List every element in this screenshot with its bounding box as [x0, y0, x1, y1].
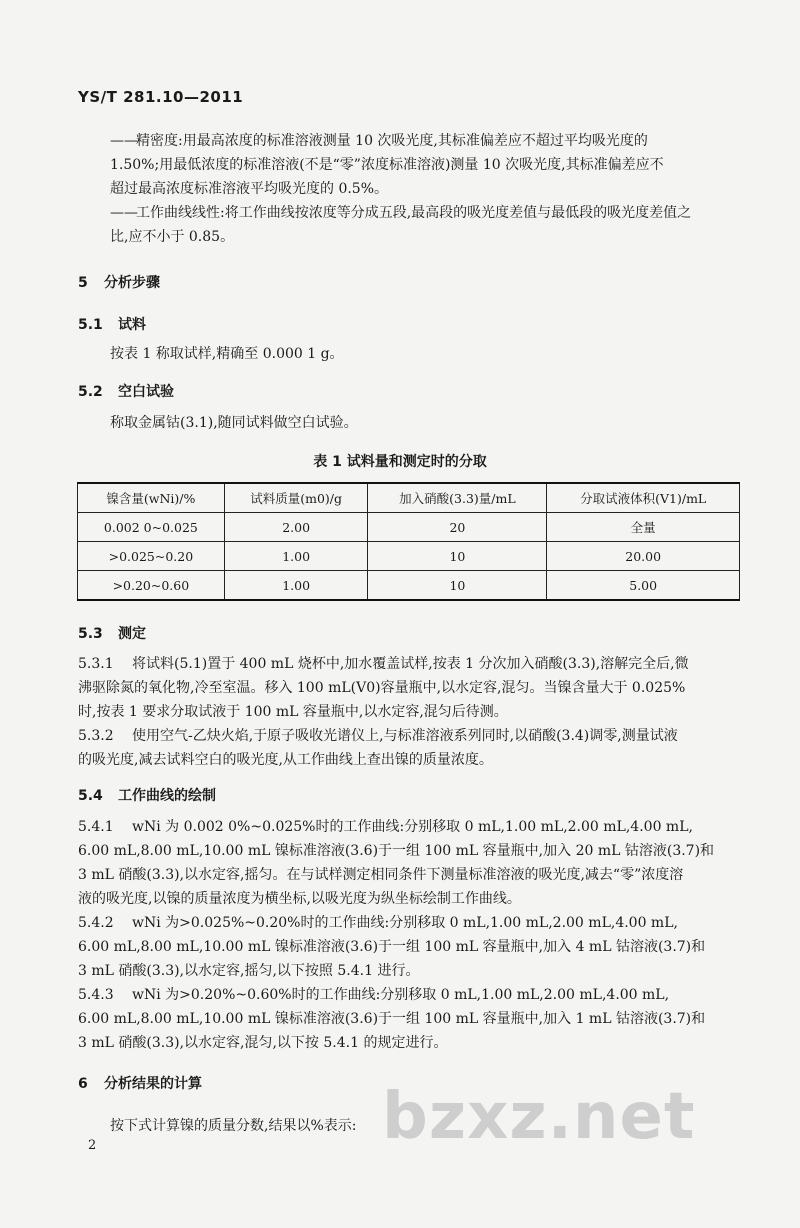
section-5-3-1-number: 5.3.1: [78, 656, 114, 672]
section-6-title: 分析结果的计算: [104, 1076, 202, 1092]
section-5-2-body: 称取金属钴(3.1),随同试料做空白试验。: [110, 415, 358, 431]
section-5-4-3-number: 5.4.3: [78, 987, 114, 1003]
table-1-title: 表 1 试料量和测定时的分取: [313, 454, 487, 470]
section-5-4-2-line-1: [78, 913, 678, 934]
section-5-3-1-line-2: 沸驱除氮的氧化物,冷至室温。移入 100 mL(V0)容量瓶中,以水定容,混匀。当镍含量大于 0.025%: [78, 680, 686, 696]
table-cell: 20: [368, 513, 547, 542]
section-5-4-number: 5.4: [78, 788, 103, 804]
section-5-4-1-line-2: 6.00 mL,8.00 mL,10.00 mL 镍标准溶液(3.6)于一组 100 mL 容量瓶中,加入 20 mL 钴溶液(3.7)和: [78, 843, 715, 859]
table-cell: 10: [368, 542, 547, 571]
section-5-4-3-line-1: [78, 985, 669, 1006]
table-cell: 全量: [547, 513, 740, 542]
section-5-4-heading: [78, 785, 216, 805]
table-cell: 5.00: [547, 571, 740, 601]
section-5-2-number: 5.2: [78, 384, 103, 400]
section-5-4-1-number: 5.4.1: [78, 819, 114, 835]
linearity-line-1: 工作曲线线性:将工作曲线按浓度等分成五段,最高段的吸光度差值与最低段的吸光度差值之: [136, 205, 692, 221]
section-5-4-1-text: wNi 为 0.002 0%~0.025%时的工作曲线:分别移取 0 mL,1.00 mL,2.00 mL,4.00 mL,: [132, 819, 693, 835]
precision-line-1: 精密度:用最高浓度的标准溶液测量 10 次吸光度,其标准偏差应不超过平均吸光度的: [136, 133, 648, 149]
precision-line-3: 超过最高浓度标准溶液平均吸光度的 0.5%。: [110, 181, 389, 197]
table-cell: 0.002 0~0.025: [78, 513, 225, 542]
standard-header: YS/T 281.10—2011: [78, 88, 244, 106]
section-5-4-title: 工作曲线的绘制: [118, 788, 216, 804]
section-5-4-1-line-3: 3 mL 硝酸(3.3),以水定容,摇匀。在与试样测定相同条件下测量标准溶液的吸光度,减去“零”浓度溶: [78, 867, 684, 883]
table-cell: 1.00: [224, 542, 368, 571]
table-cell: 1.00: [224, 571, 368, 601]
table-cell: 20.00: [547, 542, 740, 571]
section-5-1-number: 5.1: [78, 317, 103, 333]
section-5-3-1-text: 将试料(5.1)置于 400 mL 烧杯中,加水覆盖试样,按表 1 分次加入硝酸(3.3),溶解完全后,微: [132, 656, 689, 672]
section-5-4-2-line-2: 6.00 mL,8.00 mL,10.00 mL 镍标准溶液(3.6)于一组 100 mL 容量瓶中,加入 4 mL 钴溶液(3.7)和: [78, 939, 706, 955]
table-cell: 2.00: [224, 513, 368, 542]
section-5-4-3-line-2: 6.00 mL,8.00 mL,10.00 mL 镍标准溶液(3.6)于一组 100 mL 容量瓶中,加入 1 mL 钴溶液(3.7)和: [78, 1011, 706, 1027]
section-5-1-body: 按表 1 称取试样,精确至 0.000 1 g。: [110, 346, 344, 362]
section-5-title: 分析步骤: [104, 275, 160, 291]
section-5-4-2-text: wNi 为>0.025%~0.20%时的工作曲线:分别移取 0 mL,1.00 mL,2.00 mL,4.00 mL,: [132, 915, 678, 931]
table-header-cell: 分取试液体积(V1)/mL: [547, 483, 740, 513]
section-5-2-heading: [78, 381, 174, 401]
section-5-4-2-line-3: 3 mL 硝酸(3.3),以水定容,摇匀,以下按照 5.4.1 进行。: [78, 963, 420, 979]
section-6-number: 6: [78, 1076, 88, 1092]
section-5-3-number: 5.3: [78, 626, 103, 642]
section-5-2-title: 空白试验: [118, 384, 174, 400]
section-5-1-heading: [78, 314, 146, 334]
section-5-4-2-number: 5.4.2: [78, 915, 114, 931]
section-5-4-3-text: wNi 为>0.20%~0.60%时的工作曲线:分别移取 0 mL,1.00 mL,2.00 mL,4.00 mL,: [132, 987, 670, 1003]
section-5-4-1-line-4: 液的吸光度,以镍的质量浓度为横坐标,以吸光度为纵坐标绘制工作曲线。: [78, 891, 521, 907]
linearity-dash: ——: [110, 205, 138, 221]
section-6-body: 按下式计算镍的质量分数,结果以%表示:: [110, 1118, 357, 1134]
section-5-3-title: 测定: [118, 626, 146, 642]
section-5-3-2-number: 5.3.2: [78, 728, 114, 744]
watermark: bzxz.net: [382, 1080, 696, 1154]
precision-line-2: 1.50%;用最低浓度的标准溶液(不是“零”浓度标准溶液)测量 10 次吸光度,其标准偏差应不: [110, 157, 664, 173]
page-number: 2: [88, 1138, 97, 1153]
section-5-4-3-line-3: 3 mL 硝酸(3.3),以水定容,混匀,以下按 5.4.1 的规定进行。: [78, 1035, 448, 1051]
table-header-cell: 加入硝酸(3.3)量/mL: [368, 483, 547, 513]
table-cell: 10: [368, 571, 547, 601]
table-row: [78, 513, 740, 542]
table-header-cell: 试料质量(m0)/g: [224, 483, 368, 513]
section-5-1-title: 试料: [118, 317, 146, 333]
table-row: [78, 571, 740, 601]
linearity-line-2: 比,应不小于 0.85。: [110, 229, 235, 245]
section-5-3-2-line-1: [78, 726, 678, 747]
table-row: [78, 542, 740, 571]
table-cell: >0.025~0.20: [78, 542, 225, 571]
section-5-3-2-text: 使用空气-乙炔火焰,于原子吸收光谱仪上,与标准溶液系列同时,以硝酸(3.4)调零,测量试液: [132, 728, 678, 744]
section-5-3-1-line-1: [78, 654, 689, 675]
section-5-3-1-line-3: 时,按表 1 要求分取试液于 100 mL 容量瓶中,以水定容,混匀后待测。: [78, 704, 508, 720]
section-6-heading: [78, 1073, 202, 1093]
section-5-number: 5: [78, 275, 88, 291]
section-5-heading: [78, 272, 160, 292]
precision-dash: ——: [110, 133, 138, 149]
table-header-cell: 镍含量(wNi)/%: [78, 483, 225, 513]
table-header-row: [78, 483, 740, 513]
table-1: [77, 482, 740, 601]
section-5-3-heading: [78, 623, 146, 643]
section-5-4-1-line-1: [78, 817, 693, 838]
section-5-3-2-line-2: 的吸光度,减去试料空白的吸光度,从工作曲线上查出镍的质量浓度。: [78, 752, 493, 768]
table-cell: >0.20~0.60: [78, 571, 225, 601]
